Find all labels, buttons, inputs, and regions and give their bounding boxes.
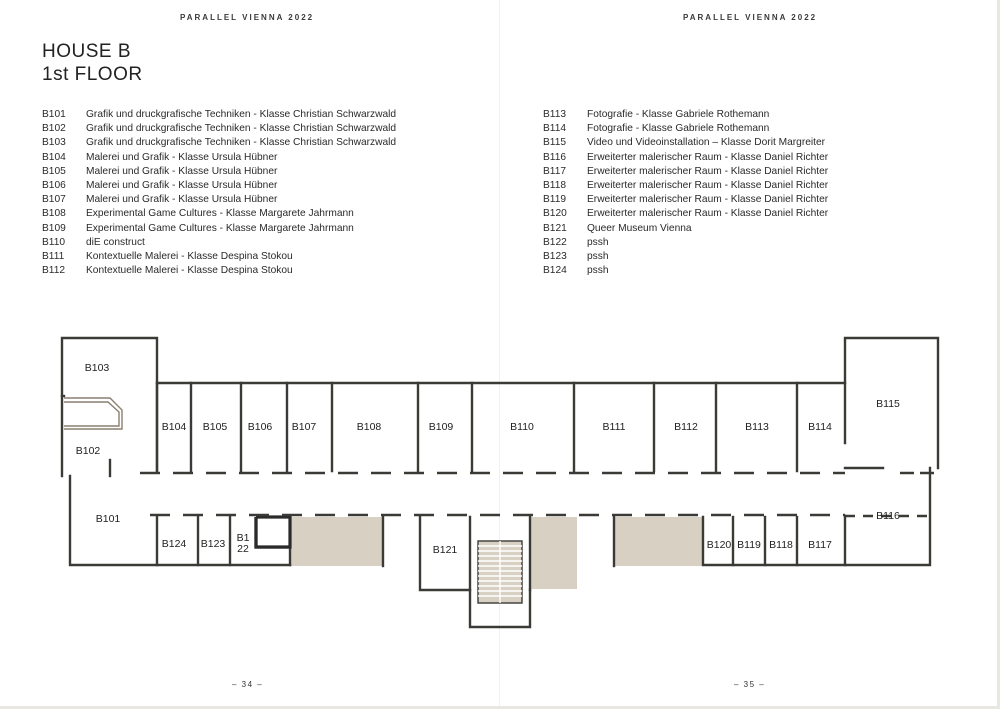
room-label-b113: B113 [745, 420, 769, 433]
room-code: B104 [42, 151, 66, 163]
room-code: B111 [42, 251, 65, 263]
room-name: Kontextuelle Malerei - Klasse Despina Stokou [86, 251, 293, 263]
room-label-b116: B116 [876, 509, 900, 522]
room-code: B123 [543, 251, 567, 263]
room-code: B106 [42, 180, 66, 192]
page-number-left: – 34 – [232, 680, 264, 689]
room-code: B120 [543, 208, 567, 220]
room-name: Fotografie - Klasse Gabriele Rothemann [587, 123, 770, 135]
room-name: Malerei und Grafik - Klasse Ursula Hübner [86, 194, 278, 206]
corridor-lines [140, 473, 938, 516]
room-label-b122-bottom: 22 [237, 542, 249, 555]
room-code: B107 [42, 194, 66, 206]
room-code: B103 [42, 137, 66, 149]
room-code: B109 [42, 222, 66, 234]
room-name: Erweiterter malerischer Raum - Klasse Daniel Richter [587, 151, 829, 163]
room-label-b121: B121 [432, 543, 458, 556]
room-label-b111: B111 [602, 420, 626, 433]
running-title-left: PARALLEL VIENNA 2022 [180, 13, 315, 22]
room-name: Experimental Game Cultures - Klasse Margarete Jahrmann [86, 208, 354, 220]
service-area-left [290, 517, 383, 566]
room-label-b114: B114 [808, 420, 832, 433]
room-name: Grafik und druckgrafische Techniken - Klasse Christian Schwarzwald [86, 123, 397, 135]
room-name: Malerei und Grafik - Klasse Ursula Hübner [86, 165, 278, 177]
room-label-b120: B120 [706, 538, 732, 551]
room-code: B102 [42, 123, 66, 135]
room-name: Fotografie - Klasse Gabriele Rothemann [587, 109, 770, 120]
room-code: B110 [42, 236, 66, 248]
room-name: diE construct [86, 236, 145, 248]
room-name: Erweiterter malerischer Raum - Klasse Daniel Richter [587, 165, 829, 177]
room-name: Erweiterter malerischer Raum - Klasse Daniel Richter [587, 180, 829, 192]
room-code: B101 [42, 109, 66, 120]
room-name: pssh [587, 251, 609, 263]
room-label-b110: B110 [510, 420, 534, 433]
room-name: Queer Museum Vienna [587, 222, 692, 234]
room-code: B112 [42, 265, 66, 277]
room-label-b117: B117 [808, 538, 832, 551]
room-code: B105 [42, 165, 66, 177]
staircase-left [64, 398, 122, 429]
page-number-right: – 35 – [734, 680, 766, 689]
room-name: pssh [587, 236, 609, 248]
room-label-b108: B108 [356, 420, 382, 433]
heading-house: HOUSE B [42, 41, 132, 62]
room-label-b103: B103 [84, 361, 110, 374]
room-label-b106: B106 [247, 420, 273, 433]
room-code: B113 [543, 109, 567, 120]
room-code: B118 [543, 180, 567, 192]
room-name: Video und Videoinstallation – Klasse Dorit Margreiter [587, 137, 826, 149]
stair-grid [478, 541, 522, 603]
room-label-b112: B112 [674, 420, 698, 433]
room-name: Grafik und druckgrafische Techniken - Klasse Christian Schwarzwald [86, 137, 397, 149]
room-code: B108 [42, 208, 66, 220]
room-label-b109: B109 [428, 420, 454, 433]
room-label-b107: B107 [291, 420, 317, 433]
room-label-b102: B102 [75, 444, 101, 457]
room-code: B117 [543, 165, 567, 177]
room-name: Malerei und Grafik - Klasse Ursula Hübner [86, 180, 278, 192]
room-label-b122-top: B1 [236, 531, 250, 544]
room-code: B121 [543, 222, 567, 234]
room-name: Kontextuelle Malerei - Klasse Despina Stokou [86, 265, 293, 277]
room-label-b105: B105 [202, 420, 228, 433]
room-code: B115 [543, 137, 567, 149]
room-name: Erweiterter malerischer Raum - Klasse Daniel Richter [587, 194, 829, 206]
room-labels [76, 362, 900, 556]
room-label-b124: B124 [161, 537, 187, 550]
room-code: B114 [543, 123, 567, 135]
stair-wall-mask [258, 519, 288, 546]
room-label-b118: B118 [769, 538, 793, 551]
room-label-b104: B104 [161, 420, 187, 433]
room-name: Experimental Game Cultures - Klasse Margarete Jahrmann [86, 222, 354, 234]
room-name: Grafik und druckgrafische Techniken - Klasse Christian Schwarzwald [86, 109, 397, 120]
room-label-b123: B123 [200, 537, 226, 550]
room-code: B124 [543, 265, 567, 277]
room-label-b101: B101 [95, 512, 121, 525]
room-name: Malerei und Grafik - Klasse Ursula Hübner [86, 151, 278, 163]
room-name: Erweiterter malerischer Raum - Klasse Daniel Richter [587, 208, 829, 220]
room-code: B122 [543, 236, 567, 248]
room-code: B116 [543, 151, 567, 163]
service-area-right [614, 517, 703, 566]
service-area-center [530, 517, 577, 589]
running-title-right: PARALLEL VIENNA 2022 [683, 13, 818, 22]
room-label-b119: B119 [737, 538, 761, 551]
heading-floor: 1st FLOOR [42, 64, 143, 85]
room-label-b115: B115 [876, 397, 900, 410]
room-name: pssh [587, 265, 609, 277]
room-code: B119 [543, 194, 567, 206]
